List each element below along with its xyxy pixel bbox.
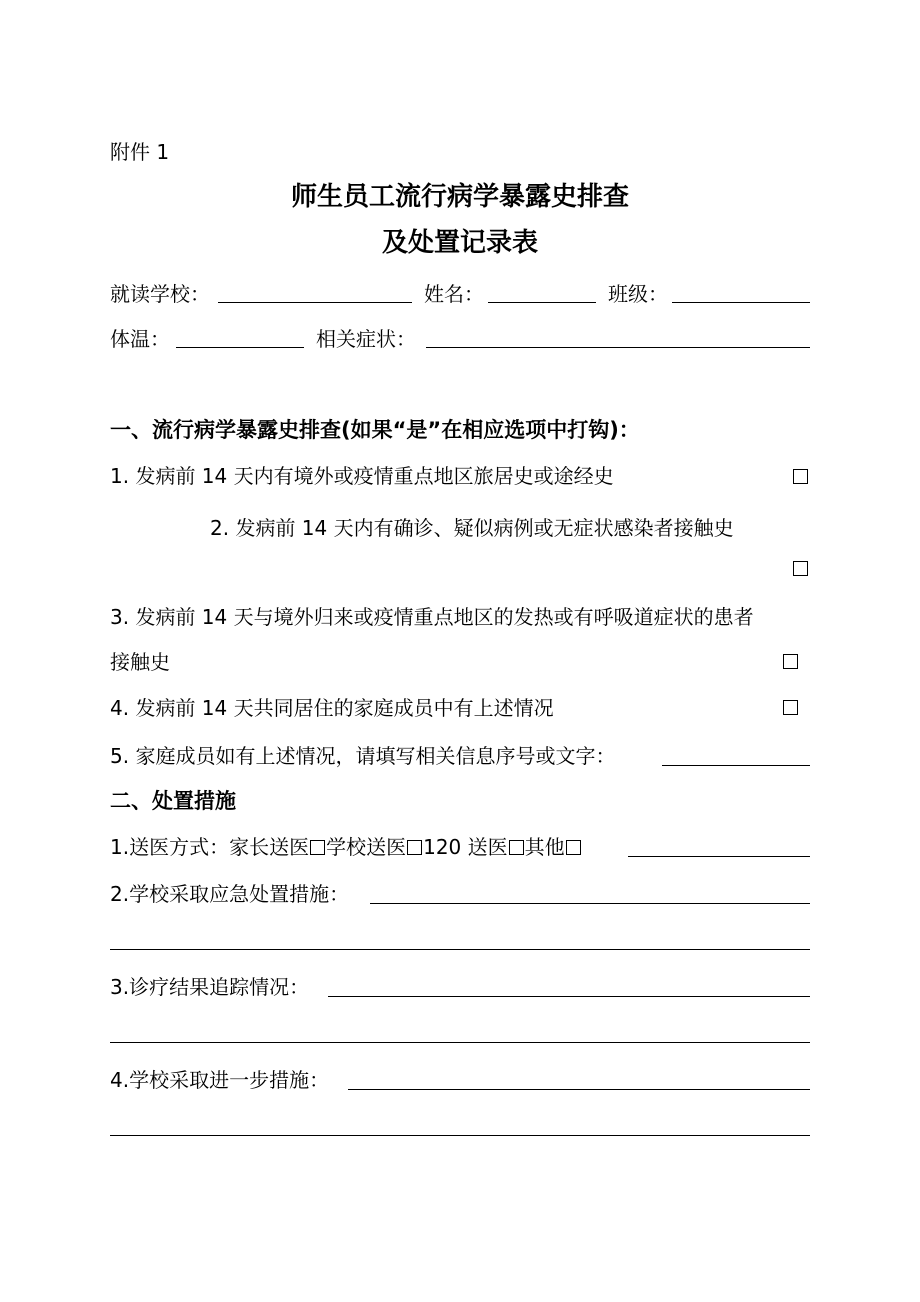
page-title-line1: 师生员工流行病学暴露史排查	[290, 182, 629, 212]
exposure-item-4-checkbox[interactable]	[783, 700, 798, 715]
class-input-line[interactable]	[672, 302, 810, 303]
temperature-label: 体温：	[110, 327, 170, 351]
name-input-line[interactable]	[488, 302, 596, 303]
emergency-measures-input-line-2[interactable]	[110, 949, 810, 950]
class-label: 班级：	[608, 282, 668, 306]
exposure-item-2-checkbox[interactable]	[793, 561, 808, 576]
transport-option-120: 120 送医	[423, 835, 508, 859]
further-measures-input-line-2[interactable]	[110, 1135, 810, 1136]
school-label: 就读学校：	[110, 282, 210, 306]
follow-up-input-line-2[interactable]	[110, 1042, 810, 1043]
transport-parent-checkbox[interactable]	[310, 840, 325, 855]
exposure-item-3-continuation: 接触史	[110, 650, 170, 674]
transport-other-input-line[interactable]	[628, 856, 810, 857]
name-label: 姓名：	[424, 282, 484, 306]
school-input-line[interactable]	[218, 302, 412, 303]
exposure-item-1: 1. 发病前 14 天内有境外或疫情重点地区旅居史或途经史	[110, 464, 614, 488]
exposure-item-3-checkbox[interactable]	[783, 654, 798, 669]
symptoms-label: 相关症状：	[316, 327, 416, 351]
exposure-item-4: 4. 发病前 14 天共同居住的家庭成员中有上述情况	[110, 696, 554, 720]
temperature-input-line[interactable]	[176, 347, 304, 348]
emergency-measures-label: 2.学校采取应急处置措施：	[110, 882, 350, 906]
emergency-measures-input-line-1[interactable]	[370, 903, 810, 904]
symptoms-input-line[interactable]	[426, 347, 810, 348]
transport-school-checkbox[interactable]	[407, 840, 422, 855]
section1-heading: 一、流行病学暴露史排查(如果“是”在相应选项中打钩)：	[110, 418, 640, 442]
section2-heading: 二、处置措施	[110, 789, 236, 813]
exposure-item-1-checkbox[interactable]	[793, 469, 808, 484]
family-info-input-line[interactable]	[662, 765, 810, 766]
transport-120-checkbox[interactable]	[509, 840, 524, 855]
transport-option-school: 学校送医	[326, 835, 407, 859]
exposure-item-5: 5. 家庭成员如有上述情况，请填写相关信息序号或文字：	[110, 744, 616, 768]
attachment-label: 附件 1	[110, 140, 170, 164]
transport-label: 1.送医方式：	[110, 835, 230, 859]
further-measures-label: 4.学校采取进一步措施：	[110, 1068, 330, 1092]
transport-option-other: 其他	[524, 835, 565, 859]
exposure-item-2: 2. 发病前 14 天内有确诊、疑似病例或无症状感染者接触史	[210, 516, 734, 540]
transport-other-checkbox[interactable]	[566, 840, 581, 855]
exposure-item-3: 3. 发病前 14 天与境外归来或疫情重点地区的发热或有呼吸道症状的患者	[110, 605, 754, 629]
page-title-line2: 及处置记录表	[381, 228, 538, 258]
follow-up-input-line-1[interactable]	[328, 996, 810, 997]
transport-option-parent: 家长送医	[229, 835, 310, 859]
further-measures-input-line-1[interactable]	[348, 1089, 810, 1090]
follow-up-label: 3.诊疗结果追踪情况：	[110, 975, 310, 999]
transport-row	[110, 833, 582, 861]
